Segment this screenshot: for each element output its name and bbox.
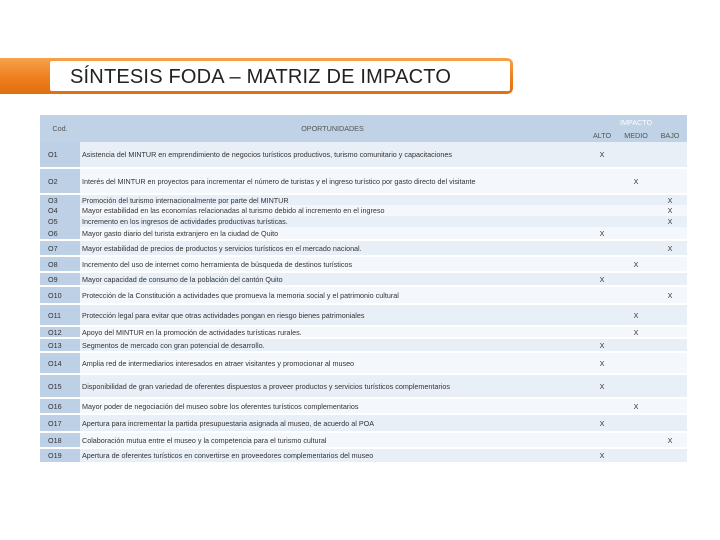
header-impacto: IMPACTO xyxy=(585,115,687,129)
table-row xyxy=(40,227,687,240)
bajo-cell xyxy=(653,168,687,194)
bajo-cell xyxy=(653,256,687,272)
page-title: SÍNTESIS FODA – MATRIZ DE IMPACTO xyxy=(70,66,452,88)
description-cell: Amplia red de intermediarios interesados en atraer visitantes y promocionar al museo xyxy=(80,352,585,374)
cod-cell: O15 xyxy=(40,374,80,398)
medio-cell xyxy=(619,216,653,227)
alto-cell xyxy=(585,168,619,194)
description-cell: Incremento en los ingresos de actividades productivas turísticas. xyxy=(80,216,585,227)
alto-cell: X xyxy=(585,272,619,286)
alto-cell xyxy=(585,205,619,216)
medio-cell xyxy=(619,272,653,286)
cod-cell: O2 xyxy=(40,168,80,194)
alto-cell xyxy=(585,432,619,448)
medio-cell xyxy=(619,414,653,432)
bajo-cell: X xyxy=(653,432,687,448)
description-cell: Apertura de oferentes turísticos en convertirse en proveedores complementarios del museo xyxy=(80,448,585,462)
alto-cell: X xyxy=(585,352,619,374)
bajo-cell xyxy=(653,326,687,338)
table-row xyxy=(40,168,687,194)
bajo-cell: X xyxy=(653,240,687,256)
bajo-cell: X xyxy=(653,286,687,304)
header-medio: MEDIO xyxy=(619,129,653,142)
description-cell: Incremento del uso de internet como herramienta de búsqueda de destinos turísticos xyxy=(80,256,585,272)
alto-cell: X xyxy=(585,227,619,240)
description-cell: Protección legal para evitar que otras actividades pongan en riesgo bienes patrimoniales xyxy=(80,304,585,326)
cod-cell: O19 xyxy=(40,448,80,462)
alto-cell: X xyxy=(585,142,619,168)
medio-cell xyxy=(619,142,653,168)
header-bajo: BAJO xyxy=(653,129,687,142)
alto-cell xyxy=(585,326,619,338)
table-row xyxy=(40,304,687,326)
bajo-cell: X xyxy=(653,194,687,205)
table-body xyxy=(40,142,687,462)
medio-cell xyxy=(619,194,653,205)
bajo-cell: X xyxy=(653,216,687,227)
alto-cell xyxy=(585,256,619,272)
medio-cell xyxy=(619,205,653,216)
table-row xyxy=(40,374,687,398)
cod-cell: O11 xyxy=(40,304,80,326)
header-cod: Cod. xyxy=(40,115,80,142)
description-cell: Mayor estabilidad de precios de productos y servicios turísticos en el mercado nacional. xyxy=(80,240,585,256)
medio-cell xyxy=(619,286,653,304)
impact-matrix-table xyxy=(40,115,687,462)
table-row xyxy=(40,338,687,352)
cod-cell: O5 xyxy=(40,216,80,227)
bajo-cell xyxy=(653,352,687,374)
medio-cell xyxy=(619,240,653,256)
medio-cell: X xyxy=(619,304,653,326)
table-row xyxy=(40,142,687,168)
alto-cell: X xyxy=(585,338,619,352)
bajo-cell xyxy=(653,448,687,462)
description-cell: Colaboración mutua entre el museo y la competencia para el turismo cultural xyxy=(80,432,585,448)
table-row xyxy=(40,194,687,205)
bajo-cell xyxy=(653,338,687,352)
cod-cell: O3 xyxy=(40,194,80,205)
description-cell: Apoyo del MINTUR en la promoción de actividades turísticas rurales. xyxy=(80,326,585,338)
description-cell: Mayor estabilidad en las economías relacionadas al turismo debido al incremento en el ingreso xyxy=(80,205,585,216)
table-row xyxy=(40,326,687,338)
alto-cell xyxy=(585,240,619,256)
medio-cell xyxy=(619,352,653,374)
cod-cell: O7 xyxy=(40,240,80,256)
medio-cell: X xyxy=(619,168,653,194)
medio-cell xyxy=(619,374,653,398)
bajo-cell xyxy=(653,414,687,432)
alto-cell xyxy=(585,194,619,205)
description-cell: Mayor gasto diario del turista extranjero en la ciudad de Quito xyxy=(80,227,585,240)
cod-cell: O18 xyxy=(40,432,80,448)
table-row xyxy=(40,256,687,272)
cod-cell: O4 xyxy=(40,205,80,216)
table-row xyxy=(40,205,687,216)
bajo-cell xyxy=(653,398,687,414)
description-cell: Mayor capacidad de consumo de la población del cantón Quito xyxy=(80,272,585,286)
bajo-cell xyxy=(653,272,687,286)
medio-cell: X xyxy=(619,326,653,338)
alto-cell: X xyxy=(585,374,619,398)
alto-cell xyxy=(585,216,619,227)
description-cell: Protección de la Constitución a actividades que promueva la memoria social y el patrimonio cultural xyxy=(80,286,585,304)
cod-cell: O14 xyxy=(40,352,80,374)
cod-cell: O10 xyxy=(40,286,80,304)
description-cell: Mayor poder de negociación del museo sobre los oferentes turísticos complementarios xyxy=(80,398,585,414)
cod-cell: O16 xyxy=(40,398,80,414)
alto-cell: X xyxy=(585,414,619,432)
cod-cell: O13 xyxy=(40,338,80,352)
bajo-cell xyxy=(653,227,687,240)
medio-cell xyxy=(619,338,653,352)
table-row xyxy=(40,352,687,374)
header-alto: ALTO xyxy=(585,129,619,142)
table-row xyxy=(40,398,687,414)
description-cell: Disponibilidad de gran variedad de oferentes dispuestos a proveer productos y servicios turísticos complementarios xyxy=(80,374,585,398)
alto-cell xyxy=(585,398,619,414)
alto-cell xyxy=(585,304,619,326)
medio-cell xyxy=(619,432,653,448)
bajo-cell: X xyxy=(653,205,687,216)
description-cell: Asistencia del MINTUR en emprendimiento de negocios turísticos productivos, turismo comunitario y capacitaciones xyxy=(80,142,585,168)
alto-cell: X xyxy=(585,448,619,462)
cod-cell: O9 xyxy=(40,272,80,286)
medio-cell: X xyxy=(619,256,653,272)
alto-cell xyxy=(585,286,619,304)
medio-cell: X xyxy=(619,398,653,414)
table-row xyxy=(40,272,687,286)
cod-cell: O1 xyxy=(40,142,80,168)
bajo-cell xyxy=(653,304,687,326)
description-cell: Apertura para incrementar la partida presupuestaria asignada al museo, de acuerdo al POA xyxy=(80,414,585,432)
table-row xyxy=(40,286,687,304)
bajo-cell xyxy=(653,374,687,398)
cod-cell: O8 xyxy=(40,256,80,272)
cod-cell: O17 xyxy=(40,414,80,432)
cod-cell: O12 xyxy=(40,326,80,338)
table-row xyxy=(40,216,687,227)
table-row xyxy=(40,414,687,432)
table-row xyxy=(40,240,687,256)
cod-cell: O6 xyxy=(40,227,80,240)
description-cell: Promoción del turismo internacionalmente por parte del MINTUR xyxy=(80,194,585,205)
description-cell: Segmentos de mercado con gran potencial de desarrollo. xyxy=(80,338,585,352)
header-oportunidades: OPORTUNIDADES xyxy=(80,115,585,142)
medio-cell xyxy=(619,227,653,240)
table-row xyxy=(40,448,687,462)
table-row xyxy=(40,432,687,448)
bajo-cell xyxy=(653,142,687,168)
medio-cell xyxy=(619,448,653,462)
description-cell: Interés del MINTUR en proyectos para incrementar el número de turistas y el ingreso turístico por gasto directo del visitante xyxy=(80,168,585,194)
